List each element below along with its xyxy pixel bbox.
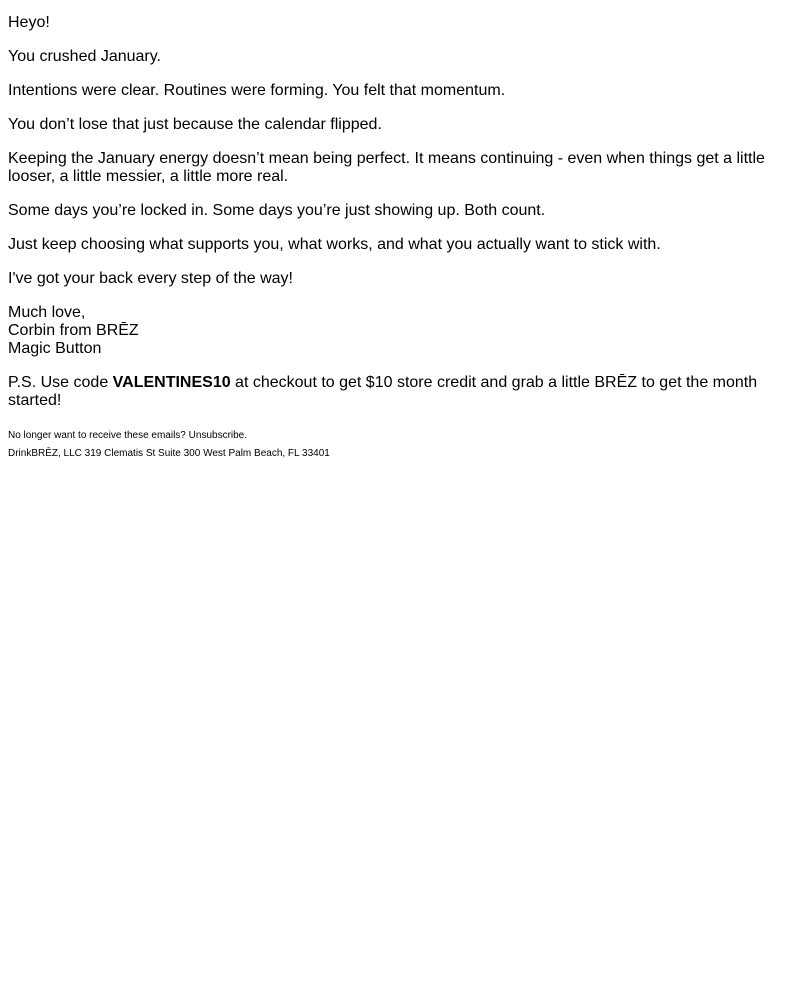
unsubscribe-link[interactable]: Unsubscribe [188,430,245,441]
email-body [0,0,800,460]
body-paragraph: Intentions were clear. Routines were forming. You felt that momentum. [8,82,506,99]
signature-block [8,304,792,358]
body-paragraph: Keeping the January energy doesn’t mean being perfect. It means continuing - even when things get a little looser, a little messier, a little more real. [8,150,765,185]
signature-name: Corbin from BRĒZ [8,322,139,339]
greeting: Heyo! [8,14,50,31]
unsubscribe-prompt: No longer want to receive these emails? [8,430,189,441]
unsubscribe-line [8,430,792,442]
ps-prefix: P.S. Use code [8,374,113,391]
signature-closing: Much love, [8,304,86,321]
body-paragraph: I've got your back every step of the way! [8,270,293,287]
body-paragraph: Some days you’re locked in. Some days you’re just showing up. Both count. [8,202,546,219]
company-address: DrinkBRĒZ, LLC 319 Clematis St Suite 300 West Palm Beach, FL 33401 [8,448,330,459]
ps-suffix: at checkout to get $10 store credit and grab a little BRĒZ to get the month started! [8,374,758,409]
postscript [8,374,792,410]
body-paragraph: You don’t lose that just because the calendar flipped. [8,116,382,133]
body-paragraph: You crushed January. [8,48,161,65]
body-paragraph: Just keep choosing what supports you, what works, and what you actually want to stick with. [8,236,661,253]
signature-extra: Magic Button [8,340,102,357]
unsubscribe-end: . [244,430,248,441]
promo-code: VALENTINES10 [112,374,231,391]
